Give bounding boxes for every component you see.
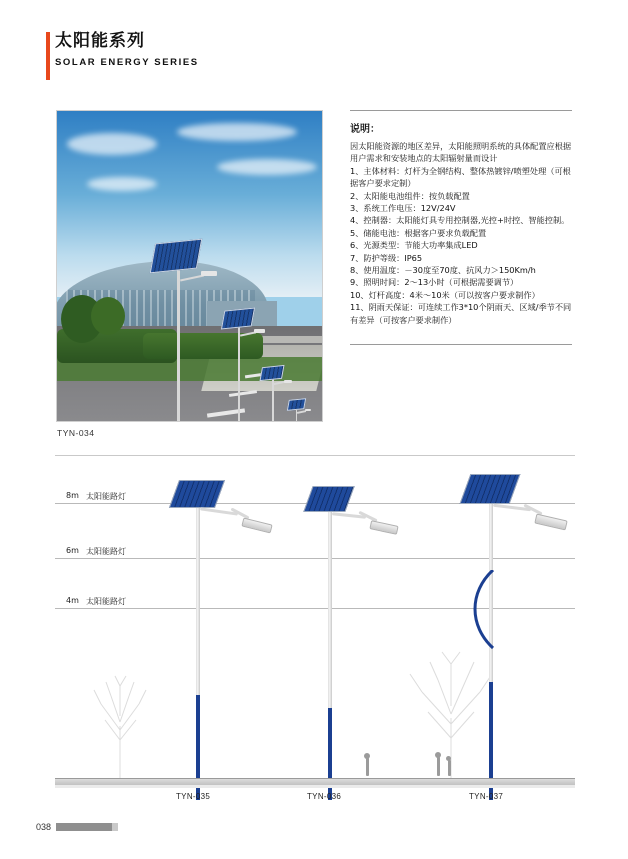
page-title-en: SOLAR ENERGY SERIES: [55, 57, 199, 68]
spec-item: 2、太阳能电池组件：按负载配置: [350, 190, 470, 201]
spec-item: 8、使用温度：－30度至70度、抗风力＞150Km/h: [350, 265, 536, 276]
height-line-6m: [55, 558, 575, 559]
spec-item: 4、控制器：太阳能灯具专用控制器,光控+时控、智能控制。: [350, 215, 570, 226]
accent-bar: [46, 32, 50, 80]
person-silhouette: [364, 753, 370, 759]
specification-panel: [350, 110, 572, 345]
page-title-cn: 太阳能系列: [55, 31, 145, 51]
spec-item: 7、防护等级：IP65: [350, 252, 423, 263]
page-number: 038: [36, 822, 52, 832]
hedge: [143, 333, 263, 359]
height-label-6m-text: 太阳能路灯: [86, 547, 126, 556]
person-silhouette: [366, 758, 369, 776]
photo-caption: TYN-034: [57, 428, 95, 438]
decorative-tree: [85, 668, 155, 780]
scale-diagram: [0, 460, 628, 805]
height-line-4m: [55, 608, 575, 609]
spec-item: 9、照明时间：2～13小时（可根据需要调节）: [350, 277, 519, 288]
person-silhouette: [435, 752, 441, 758]
height-label-8m-value: 8m: [66, 491, 79, 500]
spec-intro: 因太阳能资源的地区差异，太阳能照明系统的具体配置应根据用户需求和安装地点的太阳辐射量而设计: [350, 141, 572, 164]
spec-divider-bottom: [350, 344, 572, 345]
lamp-model-label: TYN-036: [307, 792, 342, 801]
diagram-top-rule: [55, 455, 575, 456]
cloud-shape: [67, 133, 157, 155]
person-silhouette: [448, 760, 451, 776]
height-label-4m-text: 太阳能路灯: [86, 597, 126, 606]
decorative-curve: [467, 570, 497, 650]
spec-item: 6、光源类型：节能大功率集成LED: [350, 240, 478, 251]
footer-bar: [56, 823, 112, 831]
lamp-model-label: TYN-035: [176, 792, 211, 801]
spec-heading: 说明：: [350, 124, 380, 135]
footer-bar-accent: [112, 823, 118, 831]
cloud-shape: [177, 123, 297, 141]
cloud-shape: [87, 177, 157, 191]
spec-item: 11、阴雨天保证：可连续工作3*10个阴雨天、区域/季节不同有差异（可按客户要求制作）: [350, 302, 572, 325]
tree: [91, 297, 125, 335]
ground-shadow: [55, 785, 575, 788]
height-label-6m-value: 6m: [66, 546, 79, 555]
person-silhouette: [437, 757, 440, 776]
lamp-model-label: TYN-037: [469, 792, 504, 801]
product-photo: [56, 110, 323, 422]
page-header: [55, 30, 199, 68]
cloud-shape: [217, 159, 317, 175]
spec-item: 10、灯杆高度：4米～10米（可以按客户要求制作）: [350, 289, 540, 300]
height-label-8m-text: 太阳能路灯: [86, 492, 126, 501]
person-silhouette: [446, 756, 451, 761]
spec-item: 3、系统工作电压：12V/24V: [350, 203, 456, 214]
height-label-4m-value: 4m: [66, 596, 79, 605]
spec-item: 1、主体材料：灯杆为全钢结构、整体热镀锌/喷塑处理（可根据客户要求定制）: [350, 165, 571, 189]
spec-item: 5、储能电池：根据客户要求负载配置: [350, 227, 487, 238]
